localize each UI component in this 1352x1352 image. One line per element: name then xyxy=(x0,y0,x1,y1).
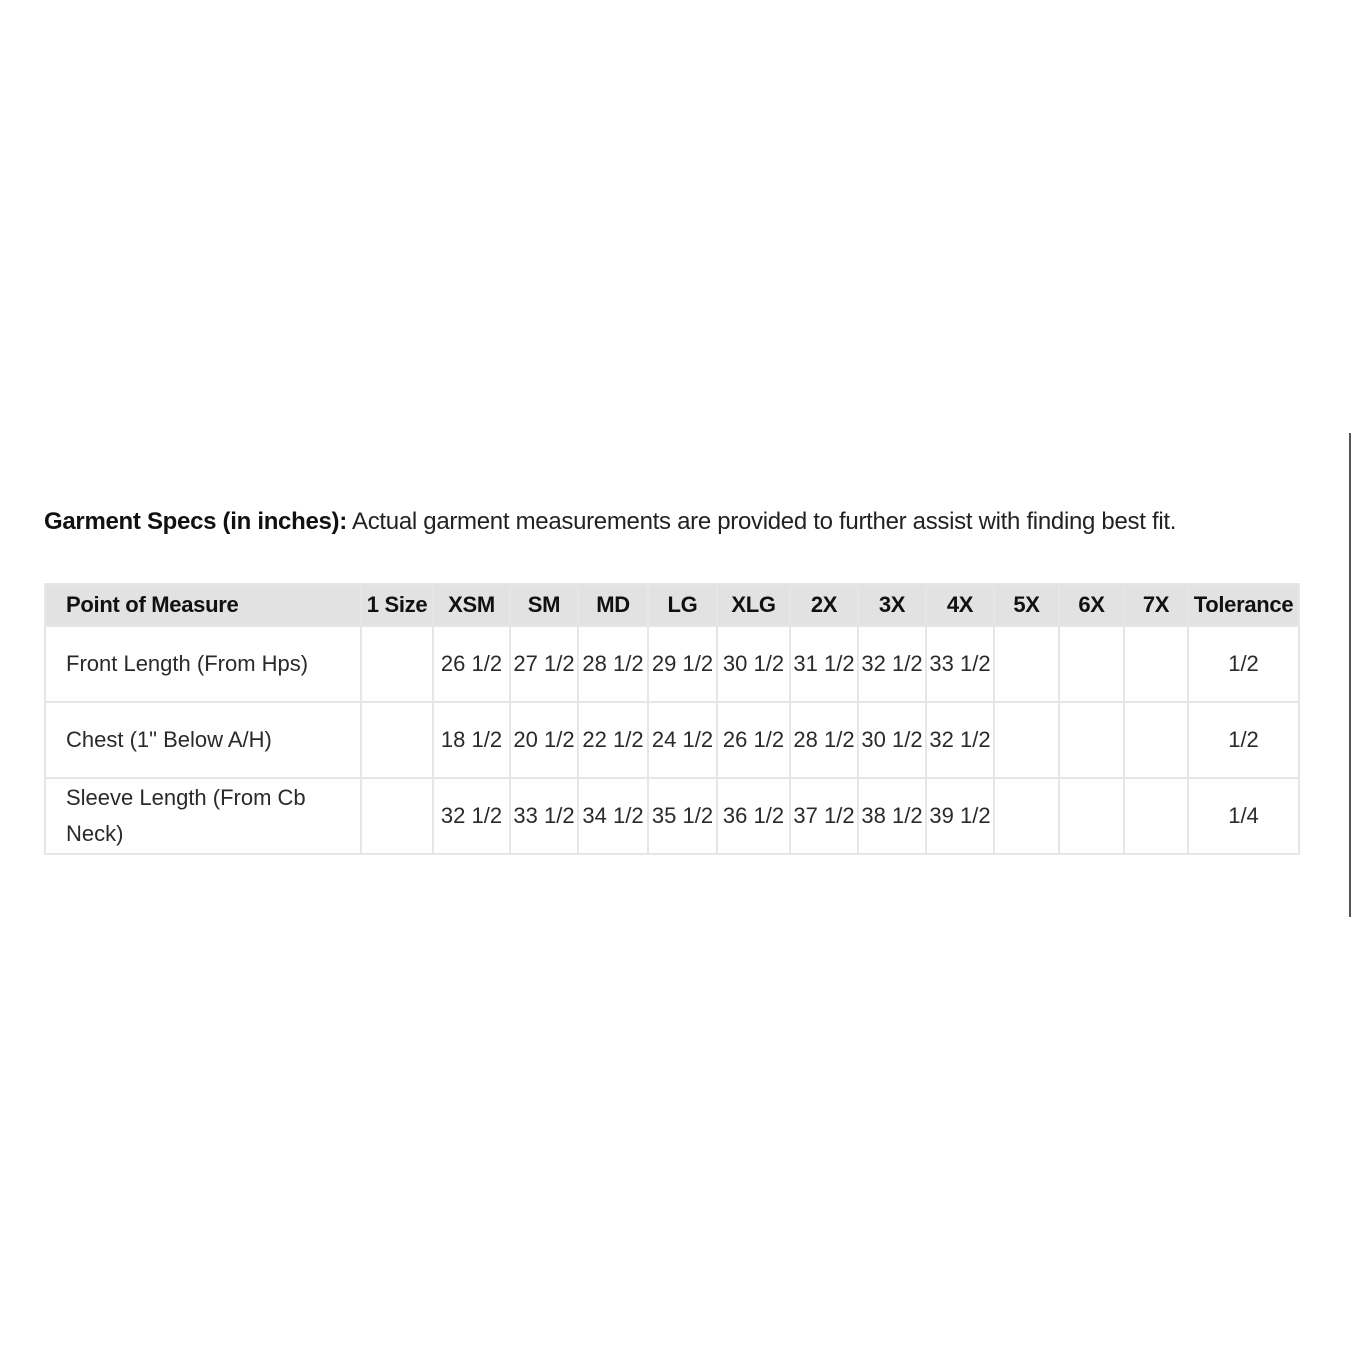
table-cell: 26 1/2 xyxy=(717,702,790,778)
table-cell: 39 1/2 xyxy=(926,778,994,854)
table-cell: 36 1/2 xyxy=(717,778,790,854)
header-7x: 7X xyxy=(1124,584,1188,626)
table-cell: 32 1/2 xyxy=(926,702,994,778)
header-lg: LG xyxy=(648,584,717,626)
header-tolerance: Tolerance xyxy=(1188,584,1299,626)
row-label-chest: Chest (1" Below A/H) xyxy=(45,702,361,778)
table-cell xyxy=(361,778,433,854)
table-cell-tolerance: 1/2 xyxy=(1188,626,1299,702)
table-cell: 22 1/2 xyxy=(578,702,648,778)
table-cell: 20 1/2 xyxy=(510,702,578,778)
table-cell xyxy=(994,626,1059,702)
table-cell xyxy=(1124,702,1188,778)
header-3x: 3X xyxy=(858,584,926,626)
table-cell: 32 1/2 xyxy=(858,626,926,702)
table-cell: 29 1/2 xyxy=(648,626,717,702)
table-cell: 30 1/2 xyxy=(858,702,926,778)
table-cell xyxy=(1124,778,1188,854)
table-cell: 37 1/2 xyxy=(790,778,858,854)
table-cell: 27 1/2 xyxy=(510,626,578,702)
row-label-front-length: Front Length (From Hps) xyxy=(45,626,361,702)
table-row xyxy=(45,626,1299,702)
table-cell: 30 1/2 xyxy=(717,626,790,702)
table-cell: 38 1/2 xyxy=(858,778,926,854)
table-cell-tolerance: 1/2 xyxy=(1188,702,1299,778)
header-xsm: XSM xyxy=(433,584,510,626)
intro-lead: Garment Specs (in inches): xyxy=(44,508,347,535)
header-2x: 2X xyxy=(790,584,858,626)
header-5x: 5X xyxy=(994,584,1059,626)
table-cell xyxy=(1059,626,1124,702)
header-md: MD xyxy=(578,584,648,626)
table-cell: 33 1/2 xyxy=(510,778,578,854)
table-cell xyxy=(1059,702,1124,778)
table-cell xyxy=(1059,778,1124,854)
table-cell xyxy=(994,702,1059,778)
row-label-sleeve-length: Sleeve Length (From Cb Neck) xyxy=(45,778,361,854)
table-cell: 32 1/2 xyxy=(433,778,510,854)
table-cell: 24 1/2 xyxy=(648,702,717,778)
table-cell: 28 1/2 xyxy=(578,626,648,702)
scrollbar-track[interactable] xyxy=(1349,433,1351,917)
table-cell-tolerance: 1/4 xyxy=(1188,778,1299,854)
header-point-of-measure: Point of Measure xyxy=(45,584,361,626)
intro-text: Actual garment measurements are provided to further assist with finding best fit. xyxy=(346,508,1177,535)
garment-specs-table xyxy=(44,583,1300,855)
table-cell: 26 1/2 xyxy=(433,626,510,702)
header-sm: SM xyxy=(510,584,578,626)
table-cell xyxy=(1124,626,1188,702)
table-row xyxy=(45,778,1299,854)
header-1-size: 1 Size xyxy=(361,584,433,626)
table-row xyxy=(45,702,1299,778)
table-cell xyxy=(361,702,433,778)
table-cell: 35 1/2 xyxy=(648,778,717,854)
table-cell: 31 1/2 xyxy=(790,626,858,702)
table-cell: 33 1/2 xyxy=(926,626,994,702)
header-6x: 6X xyxy=(1059,584,1124,626)
table-header-row xyxy=(45,584,1299,626)
garment-specs-intro xyxy=(44,504,1324,540)
table-cell: 28 1/2 xyxy=(790,702,858,778)
table-cell xyxy=(994,778,1059,854)
header-xlg: XLG xyxy=(717,584,790,626)
table-cell xyxy=(361,626,433,702)
table-cell: 34 1/2 xyxy=(578,778,648,854)
table-cell: 18 1/2 xyxy=(433,702,510,778)
header-4x: 4X xyxy=(926,584,994,626)
